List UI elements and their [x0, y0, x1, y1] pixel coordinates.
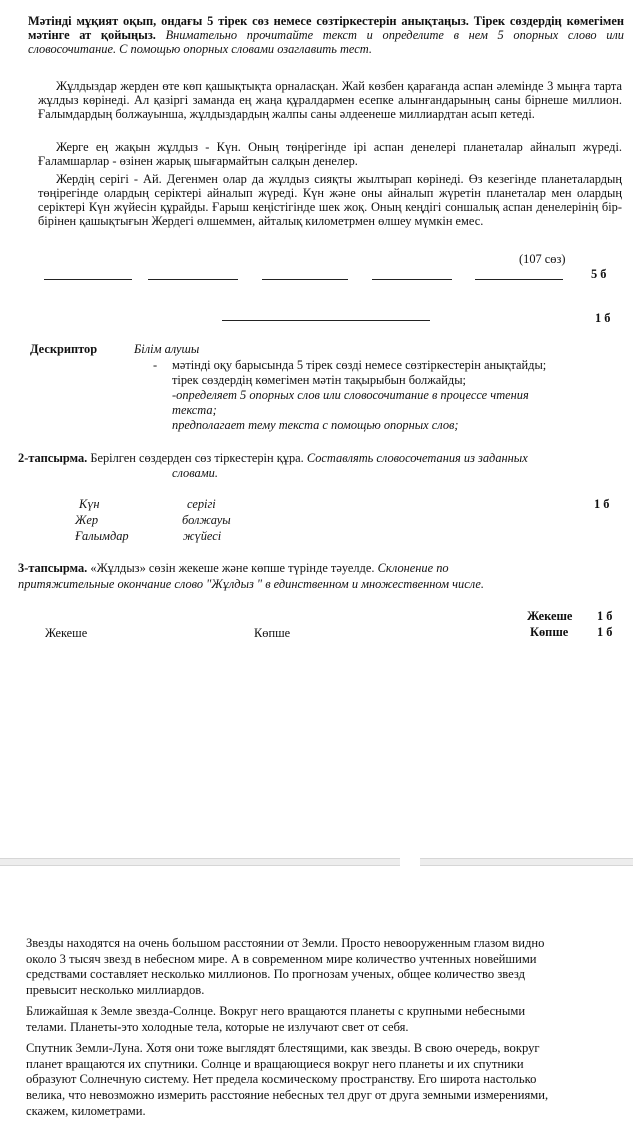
descriptor-learner: Білім алушы	[134, 342, 200, 356]
task3-instruction	[18, 561, 449, 575]
title-blank[interactable]	[222, 320, 430, 321]
task2-score: 1 б	[594, 497, 610, 511]
task3-text-kz: «Жұлдыз» сөзін жекеше және көпше түрінде тәуелде.	[90, 561, 375, 575]
task3-plural-score-label: Көпше	[530, 625, 569, 639]
task1-score: 5 б	[591, 267, 607, 281]
task2-left-word-2: Жер	[75, 513, 99, 527]
task3-col-singular: Жекеше	[45, 626, 88, 640]
task2-text-ru: Составлять словосочетания из заданных	[306, 451, 528, 465]
task2-right-word-1: серігі	[187, 497, 216, 511]
task2-left-word-3: Ғалымдар	[75, 529, 129, 543]
task3-singular-score: 1 б	[597, 609, 613, 623]
kz-paragraph-3: Жердің серігі - Ай. Дегенмен олар да жұлдыз сияқты жылтырап көрінеді. Өз кезегінде планеталардың төңірегінде олардың серіктері айналып жүреді. Күн және оны айналып жүретін планеталар мен олардың серіктері Күн жүйесін құрайды. Ғарыш кеңістігінде шек жоқ. Оның кеңдігі соншалық аспан денелерінің бір-бірінен қашықтығын Жердегі өлшеммен, айталық километрмен өлшеу мүмкін емес.	[38, 172, 622, 228]
task1-heading-ru: Внимательно прочитайте текст и определите в нем 5 опорных слово или словосочитание. С помощью опорных словами озаглавить тест.	[28, 28, 624, 56]
descriptor-line-3: -определяет 5 опорных слов или словосочитание в процессе чтения	[172, 388, 529, 402]
keyword-blank-5[interactable]	[475, 279, 563, 280]
keyword-blank-4[interactable]	[372, 279, 452, 280]
keyword-blank-2[interactable]	[148, 279, 238, 280]
keyword-blank-1[interactable]	[44, 279, 132, 280]
keyword-blank-3[interactable]	[262, 279, 348, 280]
descriptor-line-1: мәтінді оқу барысында 5 тірек сөзді немесе сөзтіркестерін анықтайды;	[172, 358, 547, 372]
descriptor-line-2: тірек сөздердің көмегімен мәтін тақырыбын болжайды;	[172, 373, 466, 387]
task3-text-ru-cont: притяжительные окончание слово "Жұлдыз " в единственном и множественном числе.	[18, 577, 485, 591]
page-separator-left	[0, 858, 400, 866]
descriptor-line-4: текста;	[172, 403, 217, 417]
descriptor-line-5: предполагает тему текста с помощью опорных слов;	[172, 418, 459, 432]
task2-right-word-2: болжауы	[182, 513, 231, 527]
word-count: (107 сөз)	[519, 252, 566, 266]
task2-right-word-3: жүйесі	[183, 529, 222, 543]
task2-text-ru-cont: словами.	[172, 466, 218, 480]
task2-label: 2-тапсырма.	[18, 451, 88, 465]
kz-paragraph-2: Жерге ең жақын жұлдыз - Күн. Оның төңірегінде ірі аспан денелері планеталар айналып жүреді. Ғаламшарлар - өзінен жарық шығармайтын салқын денелер.	[38, 140, 622, 168]
descriptor-label: Дескриптор	[30, 342, 98, 356]
task1-heading-kz: Мәтінді мұқият оқып, ондағы 5 тірек сөз немесе сөзтіркестерін анықтаңыз. Тірек сөздердің көмегімен мәтінге ат қойыңыз.	[28, 14, 624, 42]
task3-plural-score: 1 б	[597, 625, 613, 639]
task2-instruction	[18, 451, 528, 465]
task3-label: 3-тапсырма.	[18, 561, 88, 575]
kz-paragraph-1: Жұлдыздар жерден өте көп қашықтықта орналасқан. Жай көзбен қарағанда аспан әлемінде 3 мыңға тарта жұлдыз көрінеді. Ал қазіргі заманда ең жаңа құралдармен есепке алынғандарының саны бірнеше миллион. Ғалымдардың болжауынша, жұлдыздардың жалпы саны әлдеенеше миллиардтан асып кетеді.	[38, 79, 622, 121]
ru-paragraph-3: Спутник Земли-Луна. Хотя они тоже выглядят блестящими, как звезды. В свою очередь, вокруг планет вращаются их спутники. Солнце и вращающиеся вокруг него планеты и их спутники образуют Солнечную систему. Нет предела космическому пространству. Его широта настолько велика, что невозможно измерить расстояние небесных тел друг от друга земными измерениями, скажем, километрами.	[26, 1041, 549, 1118]
ru-paragraph-2: Ближайшая к Земле звезда-Солнце. Вокруг него вращаются планеты с крупными небесными телами. Планеты-это холодные тела, которые не излучают свет от себя.	[26, 1004, 526, 1034]
page-separator-right	[420, 858, 633, 866]
task3-singular-score-label: Жекеше	[527, 609, 573, 623]
task2-left-word-1: Күн	[79, 497, 100, 511]
task2-text-kz: Берілген сөздерден сөз тіркестерін құра.	[90, 451, 304, 465]
task3-col-plural: Көпше	[254, 626, 291, 640]
task3-text-ru: Склонение по	[377, 561, 449, 575]
task1-heading	[28, 14, 624, 56]
title-score: 1 б	[595, 311, 611, 325]
ru-paragraph-1: Звезды находятся на очень большом расстоянии от Земли. Просто невооруженным глазом видно около 3 тысяч звезд в небесном мире. А в современном мире количество учтенных новейшими средствами составляет несколько миллионов. По прогнозам ученых, общее количество звезд превысит несколько миллиардов.	[26, 936, 545, 998]
descriptor-bullet: -	[153, 358, 158, 372]
